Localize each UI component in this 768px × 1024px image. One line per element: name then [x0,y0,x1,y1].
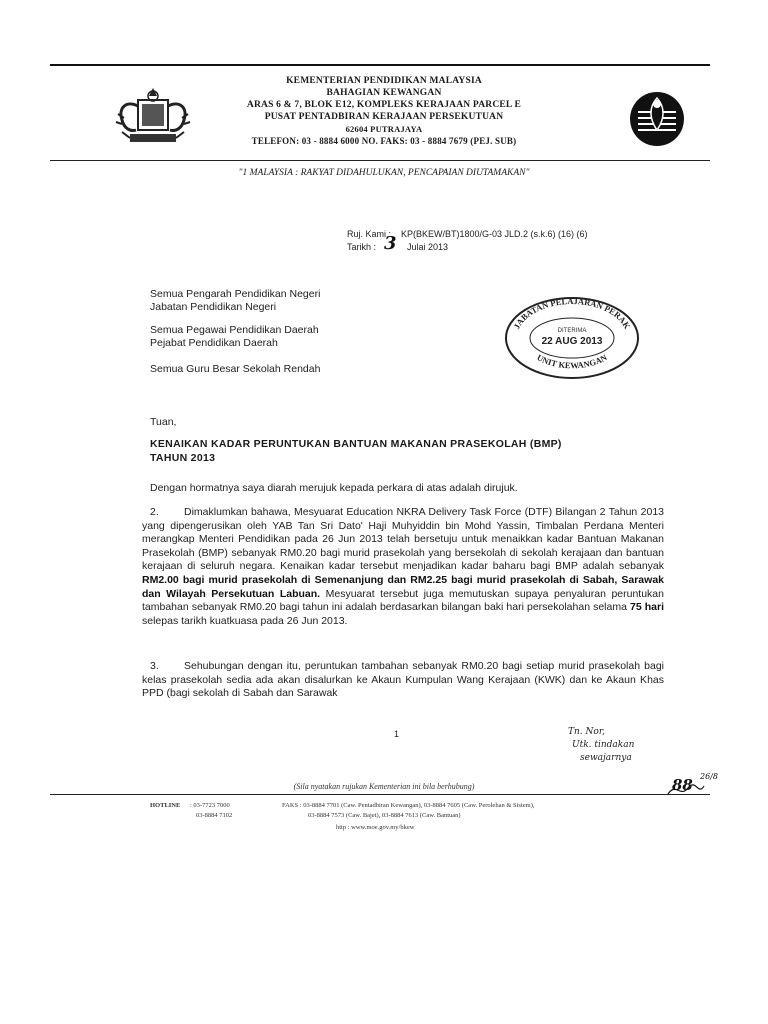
header-ministry: KEMENTERIAN PENDIDIKAN MALAYSIA [286,76,482,86]
header-address2: PUSAT PENTADBIRAN KERAJAAN PERSEKUTUAN [264,112,504,122]
intro-paragraph: Dengan hormatnya saya diarah merujuk kepada perkara di atas adalah dirujuk. [150,482,518,494]
header-department: BAHAGIAN KEWANGAN [326,88,442,98]
hotline-label: HOTLINE [150,802,181,809]
ref-value: KP(BKEW/BT)1800/G-03 JLD.2 (s.k.6) (16) (6) [401,229,588,239]
stamp-bottom-text: UNIT KEWANGAN [535,352,609,371]
handwritten-note [568,726,634,765]
stamp-received-label: DITERIMA [557,328,587,334]
para3-body: Sehubungan dengan itu, peruntukan tambahan sebanyak RM0.20 bagi setiap murid prasekolah bagi kelas prasekolah sedia ada akan disalurkan ke Akaun Kumpulan Wang Kerajaan (KWK) dan ke Akaun Khas PPD (bagi sekolah di Sabah dan Sarawak [142,660,664,700]
footer-note: (Sila nyatakan rujukan Kementerian ini bila berhubung) [293,782,475,791]
header-address1: ARAS 6 & 7, BLOK E12, KOMPLEKS KERAJAAN PARCEL E [246,100,522,110]
date-value: Julai 2013 [407,242,449,252]
salutation: Tuan, [150,416,177,428]
recipient-line: Semua Pegawai Pendidikan Daerah [150,324,319,336]
subject-line1: KENAIKAN KADAR PERUNTUKAN BANTUAN MAKANAN PRASEKOLAH (BMP) [150,438,562,450]
recipient-line: Semua Guru Besar Sekolah Rendah [150,363,321,375]
handwritten-initials: 88 [672,776,693,794]
fax-line1: FAKS : 03-8884 7701 (Caw. Pentadbiran Kewangan), 03-8884 7605 (Caw. Perolehan & Sistem), [282,802,535,809]
hotline-number1: : 03-7723 7000 [190,802,230,809]
para2-text2: Mesyuarat tersebut juga memutuskan supaya penyaluran peruntukan tambahan sebanyak RM0.20 bagi tahun ini adalah berdasarkan bilangan baki hari persekolahan selama [142,587,664,614]
motto: "1 MALAYSIA : RAKYAT DIDAHULUKAN, PENCAPAIAN DIUTAMAKAN" [238,168,530,178]
page-number: 1 [394,729,400,739]
para3-number: 3. [150,660,159,672]
footer-rule [50,794,710,795]
para2-text3: selepas tarikh kuatkuasa pada 26 Jun 2013. [142,614,348,627]
para2-number: 2. [150,506,159,518]
para2-bold2: 75 hari [630,601,664,614]
ref-label: Ruj. Kami : [347,229,392,239]
handwritten-date: 26/8 [700,772,718,781]
header-postcode: 62604 PUTRAJAYA [345,124,423,134]
stamp-top-text: JABATAN PELAJARAN PERAK [511,296,633,331]
hotline-number2: 03-8884 7102 [196,812,233,819]
svg-text:UNIT KEWANGAN [535,352,609,371]
date-label: Tarikh : [347,242,377,252]
handwritten-note-line: sewajarnya [580,753,632,763]
para2-bold1: RM2.00 bagi murid prasekolah di Semenanjung dan RM2.25 bagi murid prasekolah di Sabah, Sarawak dan Wilayah Persekutuan Labuan. [142,573,664,600]
para2-text1: Dimaklumkan bahawa, Mesyuarat Education NKRA Delivery Task Force (DTF) Bilangan 2 Tahun 2013 yang dipengerusikan oleh YAB Tan Sri Dato' Haji Muhyiddin bin Mohd Yassin, Timbalan Perdana Menteri merangkap Menteri Pendidikan pada 26 Jun 2013 telah bersetuju untuk menaikkan kadar Bantuan Makanan Prasekolah (BMP) sebanyak RM0.20 bagi murid prasekolah yang bersekolah di sekolah kerajaan dan bantuan kerajaan di seluruh negara. Kenaikan kadar tersebut menjadikan kadar baharu bagi BMP adalah sebanyak [142,506,664,573]
handwritten-note-line: Utk. tindakan [572,740,635,750]
header-rule [50,160,710,161]
svg-text:JABATAN PELAJARAN PERAK [511,296,632,331]
website-url[interactable]: http : www.moe.gov.my/bkew [336,824,415,831]
recipient-line: Pejabat Pendidikan Daerah [150,337,278,349]
para2-body [142,506,664,628]
recipient-line: Jabatan Pendidikan Negeri [150,301,277,313]
fax-line2: 03-8884 7573 (Caw. Bajet), 03-8884 7613 (Caw. Bantuan) [308,812,461,819]
ministry-logo-icon [628,90,686,148]
header-contact: TELEFON: 03 - 8884 6000 NO. FAKS: 03 - 8884 7679 (PEJ. SUB) [251,136,517,146]
subject-line2: TAHUN 2013 [150,452,216,464]
handwritten-note-line: Tn. Nor, [568,727,605,737]
top-rule [50,64,710,66]
date-handwritten-day: 3 [384,233,397,254]
stamp-date: 22 AUG 2013 [541,336,603,347]
received-stamp [503,296,641,380]
recipient-line: Semua Pengarah Pendidikan Negeri [150,288,321,300]
